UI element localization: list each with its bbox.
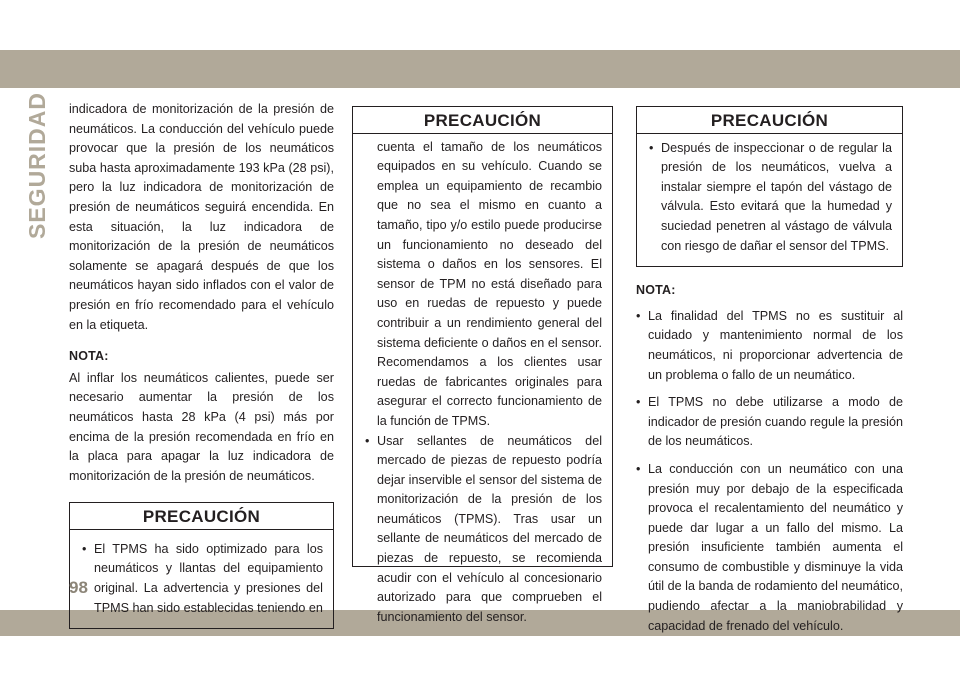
caution-item: • Después de inspeccionar o de regular la presión de los neumáticos, vuelva a instalar siempre el tapón del vástago de válvula. Esto evitará que la humedad y suciedad penetren al vástago de válvula con riesgo de dañar el sensor del TPMS.	[649, 139, 892, 257]
column-3	[636, 106, 903, 644]
page-number: 98	[69, 578, 88, 597]
caution-title: PRECAUCIÓN	[353, 107, 612, 134]
note-item: • La conducción con un neumático con una presión muy por debajo de la especificada provoca el recalentamiento del neumático y puede dar lugar a un fallo del mismo. La presión insuficiente también aumenta el consumo de combustible y disminuye la vida útil de la banda de rodamiento del neumático, pudiendo afectar a la maniobrabilidad y capacidad de frenado del vehículo.	[636, 460, 903, 636]
caution-continued-text: cuenta el tamaño de los neumáticos equipados en su vehículo. Cuando se emplea un equipamiento de recambio que no sea el mismo en cuanto a tamaño, tipo y/o estilo puede producirse un funcionamiento no deseado del sistema o daños en los sensores. El sensor de TPM no está diseñado para uso en ruedas de repuesto y puede contribuir a un rendimiento general del sistema deficiente o daños en el sensor. Recomendamos a los clientes usar ruedas de fabricantes originales para asegurar el correcto funcionamiento de la función de TPMS.	[377, 139, 602, 428]
caution-title: PRECAUCIÓN	[70, 503, 333, 530]
caution-box-continued	[352, 106, 613, 624]
note-label: NOTA:	[636, 283, 676, 298]
column-1	[69, 100, 334, 629]
header-band	[0, 50, 960, 88]
caution-body	[353, 134, 612, 638]
note-item: • El TPMS no debe utilizarse a modo de indicador de presión cuando regule la presión de los neumáticos.	[636, 393, 903, 452]
caution-title: PRECAUCIÓN	[637, 107, 902, 134]
caution-item: • El TPMS ha sido optimizado para los neumáticos y llantas del equipamiento original. La advertencia y presiones del TPMS han sido establecidas teniendo en	[82, 540, 323, 618]
caution-body	[70, 530, 333, 628]
body-paragraph: indicadora de monitorización de la presión de neumáticos. La conducción del vehículo puede provocar que la presión de los neumáticos suba hasta aproximadamente 193 kPa (28 psi), pero la luz indicadora de monitorización de presión de neumáticos seguirá encendida. En esta situación, la luz indicadora de monitorización de la presión de neumáticos solamente se apagará después de que los neumáticos hayan sido inflados con el valor de presión en frío recomendado para el vehículo en la etiqueta.	[69, 102, 334, 332]
note-text: Al inflar los neumáticos calientes, puede ser necesario aumentar la presión de los neumáticos hasta 28 kPa (4 psi) más por encima de la presión recomendada en frío en la placa para apagar la luz indicadora de monitorización de la presión de neumáticos.	[69, 370, 334, 483]
note-item: • La finalidad del TPMS no es sustituir al cuidado y mantenimiento normal de los neumáticos, ni proporcionar advertencia de un problema o fallo de un neumático.	[636, 307, 903, 385]
caution-box	[69, 502, 334, 629]
caution-box	[636, 106, 903, 267]
note-list	[636, 307, 903, 637]
note-label: NOTA:	[69, 349, 109, 364]
section-tab	[22, 91, 52, 239]
caution-item: • Usar sellantes de neumáticos del mercado de piezas de repuesto podría dejar inservible el sensor del sistema de monitorización de la presión de los neumáticos (TPMS). Tras usar un sellante de neumáticos del mercado de piezas de repuesto, se recomienda acudir con el vehículo al concesionario autorizado para que comprueben el funcionamiento del sensor.	[365, 432, 602, 628]
section-label: SEGURIDAD	[23, 91, 50, 239]
caution-body	[637, 134, 902, 267]
